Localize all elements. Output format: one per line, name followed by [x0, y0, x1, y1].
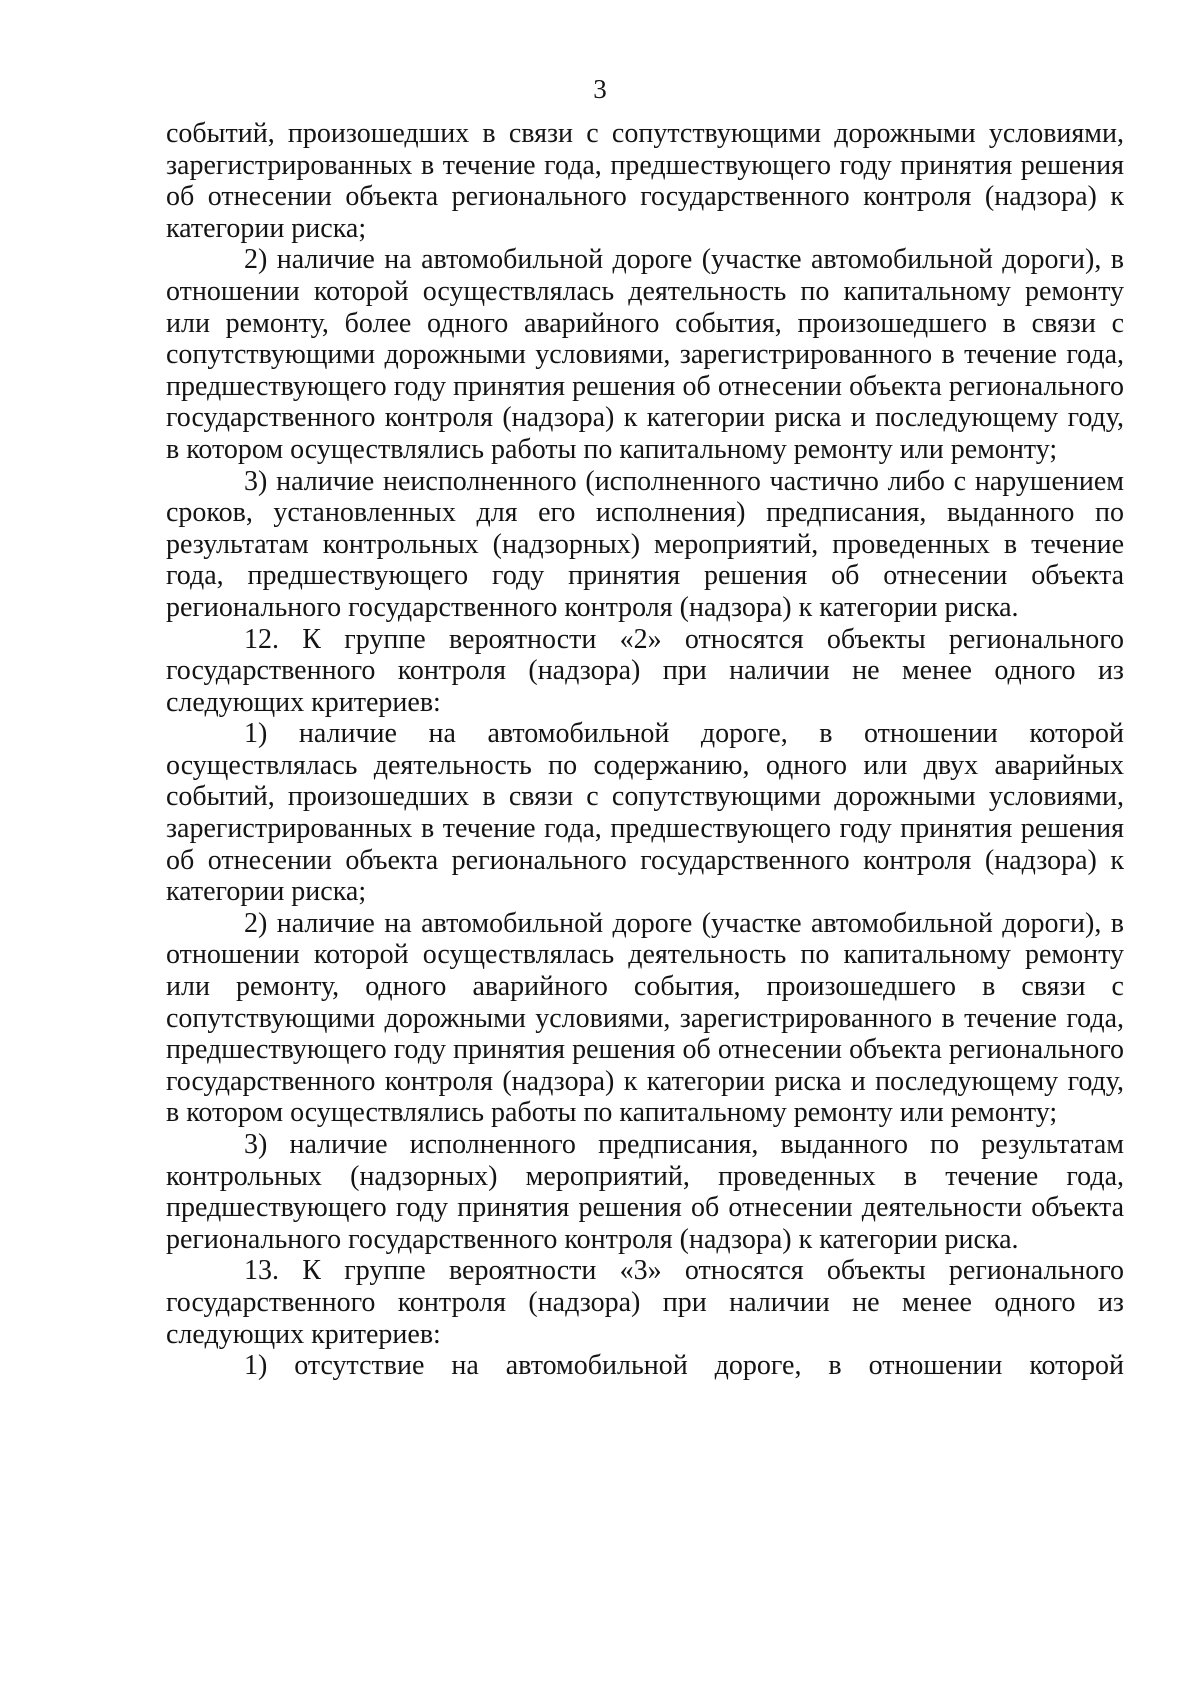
paragraph-criterion-2-2: 2) наличие на автомобильной дороге (участке автомобильной дороги), в отношении которой осуществлялась деятельность по капитальному ремонту или ремонту, одного аварийного события, произошедшего в связи с сопутствующими дорожными условиями, зарегистрированного в течение года, предшествующего году принятия решения об отнесении объекта регионального государственного контроля (надзора) к категории риска и последующему году, в котором осуществлялись работы по капитальному ремонту или ремонту; [166, 907, 1124, 1129]
paragraph-continuation: событий, произошедших в связи с сопутствующими дорожными условиями, зарегистрированных в течение года, предшествующего году принятия решения об отнесении объекта регионального государственного контроля (надзора) к категории риска; [166, 118, 1124, 244]
paragraph-criterion-2-1: 1) наличие на автомобильной дороге, в отношении которой осуществлялась деятельность по содержанию, одного или двух аварийных событий, произошедших в связи с сопутствующими дорожными условиями, зарегистрированных в течение года, предшествующего году принятия решения об отнесении объекта регионального государственного контроля (надзора) к категории риска; [166, 718, 1124, 908]
paragraph-clause-12: 12. К группе вероятности «2» относятся объекты регионального государственного контроля (надзора) при наличии не менее одного из следующих критериев: [166, 623, 1124, 718]
document-body [166, 118, 1124, 1382]
paragraph-clause-13: 13. К группе вероятности «3» относятся объекты регионального государственного контроля (надзора) при наличии не менее одного из следующих критериев: [166, 1255, 1124, 1350]
paragraph-criterion-1-2: 2) наличие на автомобильной дороге (участке автомобильной дороги), в отношении которой осуществлялась деятельность по капитальному ремонту или ремонту, более одного аварийного события, произошедшего в связи с сопутствующими дорожными условиями, зарегистрированного в течение года, предшествующего году принятия решения об отнесении объекта регионального государственного контроля (надзора) к категории риска и последующему году, в котором осуществлялись работы по капитальному ремонту или ремонту; [166, 244, 1124, 465]
paragraph-criterion-3-1: 1) отсутствие на автомобильной дороге, в отношении которой [244, 1350, 1124, 1382]
paragraph-criterion-1-3: 3) наличие неисполненного (исполненного частично либо с нарушением сроков, установленных для его исполнения) предписания, выданного по результатам контрольных (надзорных) мероприятий, проведенных в течение года, предшествующего году принятия решения об отнесении объекта регионального государственного контроля (надзора) к категории риска. [166, 465, 1124, 623]
page-number: 3 [593, 74, 607, 104]
paragraph-criterion-2-3: 3) наличие исполненного предписания, выданного по результатам контрольных (надзорных) мероприятий, проведенных в течение года, предшествующего году принятия решения об отнесении деятельности объекта регионального государственного контроля (надзора) к категории риска. [166, 1129, 1124, 1255]
